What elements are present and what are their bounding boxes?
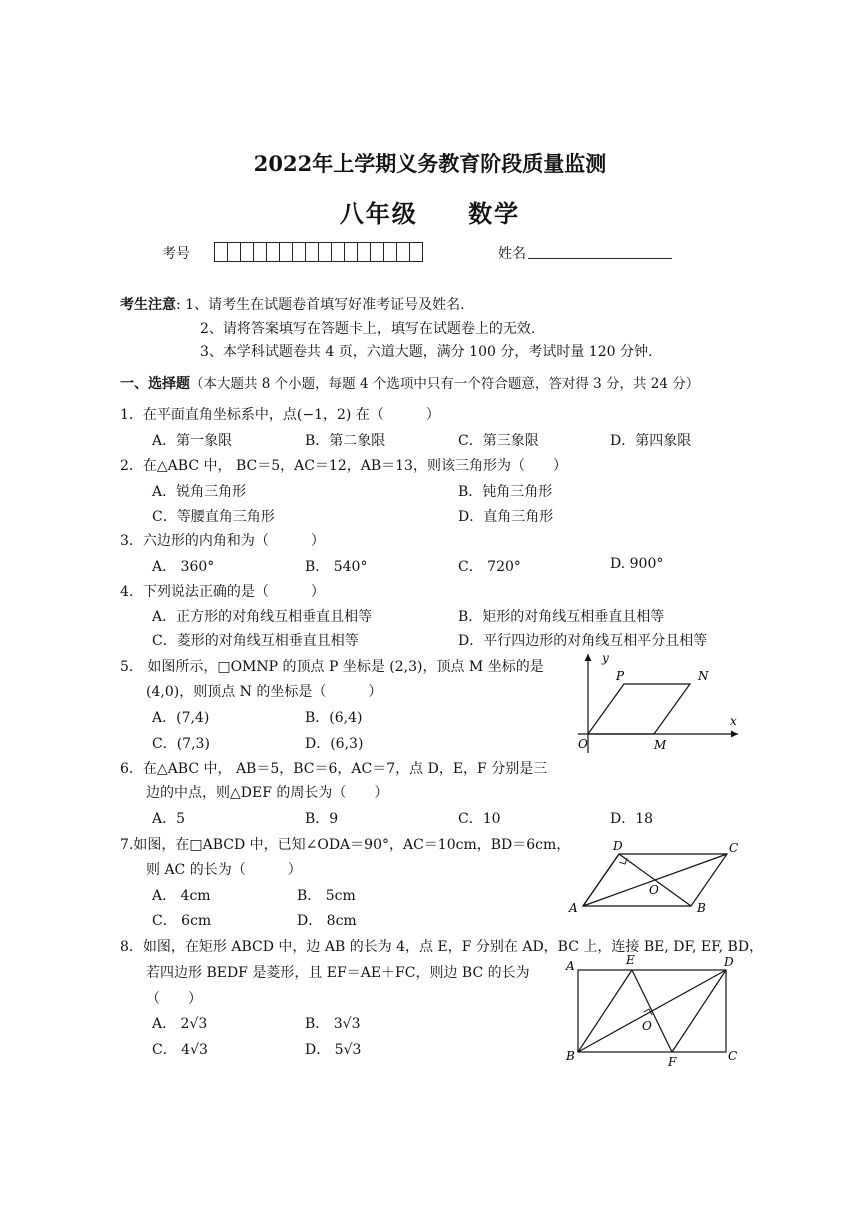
q7-option-a[interactable]: A． 4cm <box>152 888 211 904</box>
fig7-label-o: O <box>649 883 659 897</box>
q5-figure-parallelogram <box>570 648 745 758</box>
q3-option-a[interactable]: A． 360° <box>152 559 215 575</box>
q2-stem: 2．在△ABC 中， BC＝5，AC＝12，AB＝13，则该三角形为（ ） <box>120 458 567 474</box>
q6-stem-2: 边的中点，则△DEF 的周长为（ ） <box>146 785 389 801</box>
q1-option-b[interactable]: B．第二象限 <box>305 433 386 449</box>
exam-subtitle <box>0 194 860 229</box>
q5-option-b[interactable]: B．(6,4) <box>305 710 363 726</box>
q6-stem: 6．在△ABC 中， AB＝5，BC＝6，AC＝7，点 D，E，F 分别是三 <box>120 761 548 777</box>
fig5-label-p: P <box>616 669 625 683</box>
fig5-label-m: M <box>654 738 667 752</box>
q7-stem: 7.如图，在□ABCD 中，已知∠ODA＝90°，AC＝10cm，BD＝6cm， <box>120 837 571 853</box>
q8-stem-3: （ ） <box>146 991 202 1007</box>
q4-stem: 4．下列说法正确的是（ ） <box>120 584 325 600</box>
q5-option-d[interactable]: D．(6,3) <box>305 736 364 752</box>
q3-stem: 3．六边形的内角和为（ ） <box>120 533 325 549</box>
name-label: 姓名 <box>498 246 526 262</box>
fig8-label-f: F <box>668 1055 677 1069</box>
fig8-label-e: E <box>626 953 635 967</box>
section-1-title: 一、选择题 <box>120 376 190 392</box>
section-1-heading <box>120 372 699 393</box>
q1-option-d[interactable]: D．第四象限 <box>610 433 692 449</box>
q3-option-b[interactable]: B． 540° <box>305 559 368 575</box>
q3-option-c[interactable]: C． 720° <box>458 559 521 575</box>
q4-option-c[interactable]: C．菱形的对角线互相垂直且相等 <box>152 633 359 649</box>
q8-option-a[interactable]: A． 2√3 <box>152 1016 208 1032</box>
q2-option-b[interactable]: B．钝角三角形 <box>458 484 553 500</box>
fig5-label-x: x <box>730 714 737 728</box>
fig5-label-y: y <box>602 651 609 665</box>
fig7-label-c: C <box>729 841 739 855</box>
q6-option-a[interactable]: A．5 <box>152 811 186 827</box>
q5-stem: 5. 如图所示，□OMNP 的顶点 P 坐标是 (2,3)，顶点 M 坐标的是 <box>120 659 544 675</box>
q7-stem-2: 则 AC 的长为（ ） <box>146 862 302 878</box>
notice-item-1: 1、请考生在试题卷首填写好准考证号及姓名. <box>185 297 465 313</box>
notice-item-3: 3、本学科试题卷共 4 页，六道大题，满分 100 分，考试时量 120 分钟. <box>200 344 653 360</box>
fig7-label-b: B <box>697 901 706 915</box>
notice-line-1: 考生注意: 1、请考生在试题卷首填写好准考证号及姓名. <box>120 297 465 313</box>
grade-label: 八年级 <box>339 199 418 228</box>
q5-stem-2: (4,0)，则顶点 N 的坐标是（ ） <box>146 684 383 700</box>
fig8-label-o: O <box>642 1019 652 1033</box>
subject-label: 数学 <box>468 199 521 228</box>
q2-option-a[interactable]: A．锐角三角形 <box>152 484 247 500</box>
fig8-label-b: B <box>566 1049 575 1063</box>
q8-stem: 8．如图，在矩形 ABCD 中，边 AB 的长为 4，点 E，F 分别在 AD，BC 上，连接 BE, DF, EF, BD， <box>120 939 764 955</box>
fig7-label-d: D <box>613 839 623 853</box>
fig8-label-a: A <box>566 959 575 973</box>
fig5-label-n: N <box>698 669 709 683</box>
q8-option-c[interactable]: C． 4√3 <box>152 1042 208 1058</box>
q7-option-c[interactable]: C． 6cm <box>152 913 212 929</box>
q6-option-b[interactable]: B．9 <box>305 811 339 827</box>
exam-title: 2022年上学期义务教育阶段质量监测 <box>253 151 607 176</box>
q5-option-c[interactable]: C．(7,3) <box>152 736 210 752</box>
fig5-label-o: O <box>578 737 588 751</box>
q8-option-d[interactable]: D． 5√3 <box>305 1042 362 1058</box>
q6-option-c[interactable]: C．10 <box>458 811 501 827</box>
q6-option-d[interactable]: D．18 <box>610 811 654 827</box>
q7-figure-parallelogram <box>563 836 743 918</box>
fig8-label-d: D <box>724 955 734 969</box>
q1-stem: 1．在平面直角坐标系中，点(−1，2) 在（ ） <box>120 407 440 423</box>
fig7-label-a: A <box>569 901 578 915</box>
q8-stem-2: 若四边形 BEDF 是菱形，且 EF＝AE＋FC，则边 BC 的长为 <box>146 965 530 981</box>
q4-option-d[interactable]: D．平行四边形的对角线互相平分且相等 <box>458 633 708 649</box>
name-blank-line[interactable] <box>528 258 672 259</box>
q2-option-d[interactable]: D．直角三角形 <box>458 509 554 525</box>
q1-option-a[interactable]: A．第一象限 <box>152 433 233 449</box>
q4-option-a[interactable]: A．正方形的对角线互相垂直且相等 <box>152 609 373 625</box>
q4-option-b[interactable]: B．矩形的对角线互相垂直且相等 <box>458 609 665 625</box>
q8-figure-rectangle <box>560 952 750 1070</box>
q5-option-a[interactable]: A．(7,4) <box>152 710 210 726</box>
q3-option-d[interactable]: D. 900° <box>610 556 664 572</box>
fig8-label-c: C <box>728 1049 738 1063</box>
q7-option-d[interactable]: D． 8cm <box>297 913 357 929</box>
q1-option-c[interactable]: C．第三象限 <box>458 433 539 449</box>
q8-option-b[interactable]: B． 3√3 <box>305 1016 361 1032</box>
notice-label: 考生注意 <box>120 297 176 313</box>
section-1-desc: （本大题共 8 个小题，每题 4 个选项中只有一个符合题意，答对得 3 分，共 24 分） <box>190 376 700 392</box>
q7-option-b[interactable]: B． 5cm <box>297 888 356 904</box>
exam-number-label: 考号 <box>162 246 190 262</box>
notice-item-2: 2、请将答案填写在答题卡上，填写在试题卷上的无效. <box>200 321 536 337</box>
q2-option-c[interactable]: C．等腰直角三角形 <box>152 509 275 525</box>
exam-number-boxes[interactable] <box>214 242 423 262</box>
